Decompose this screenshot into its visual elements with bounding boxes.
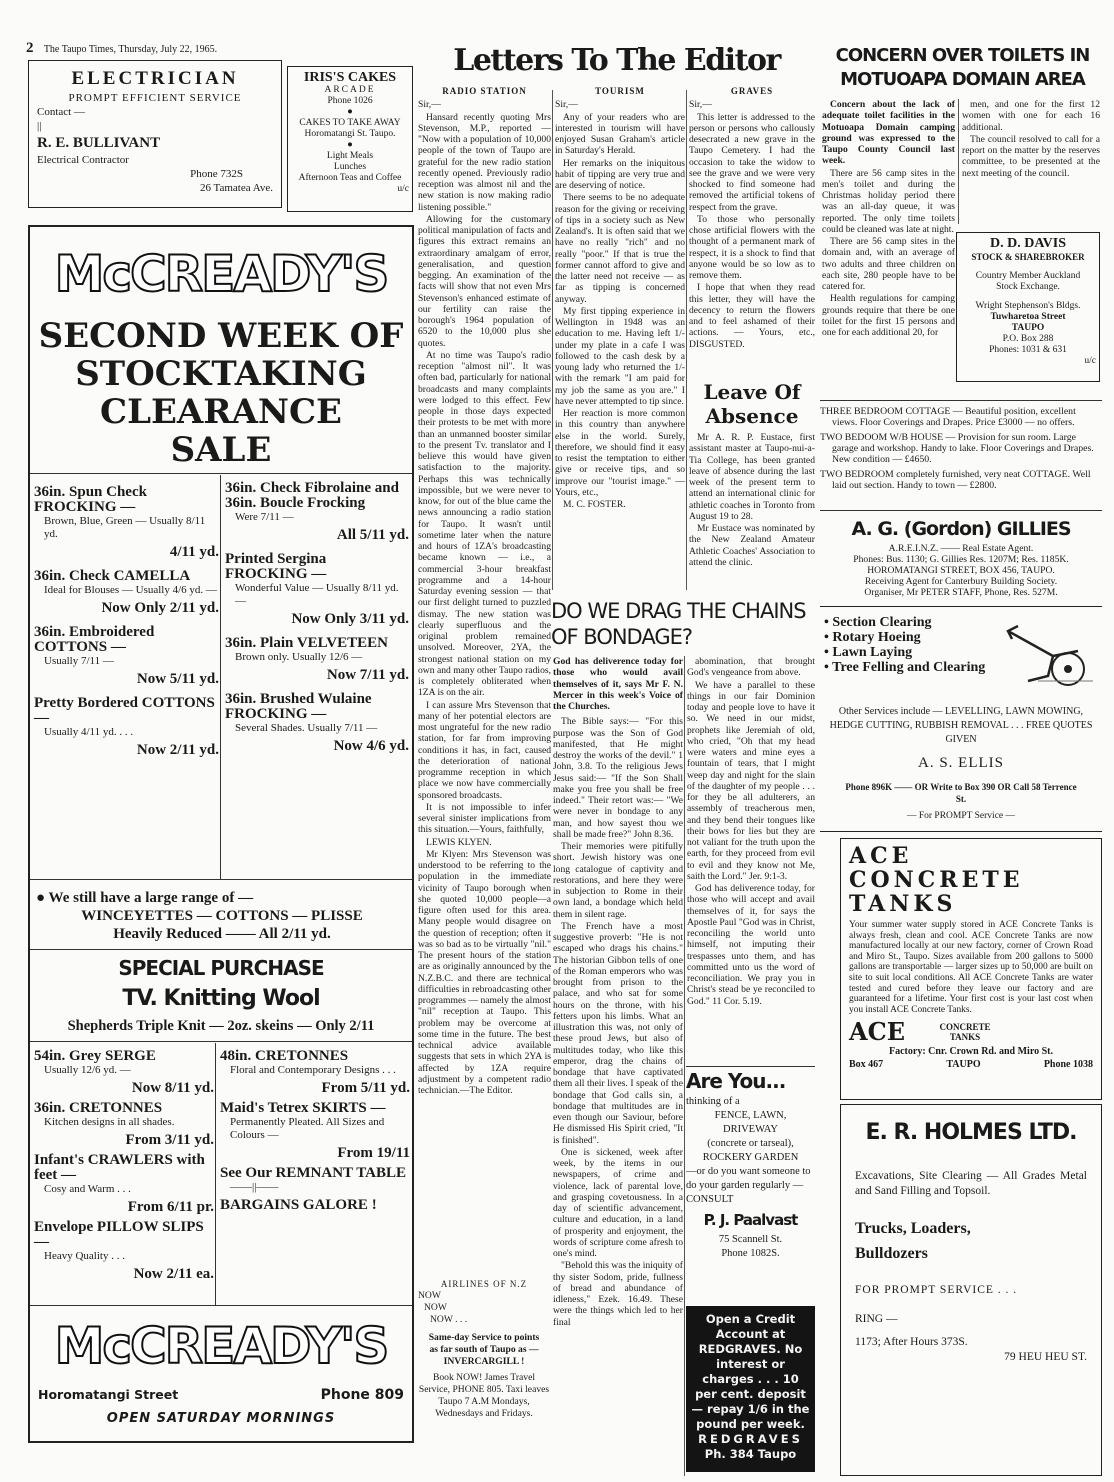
item-name: 48in. CRETONNES	[220, 1048, 349, 1064]
item-description: Brown only. Usually 12/6 —	[235, 651, 363, 663]
masthead	[26, 40, 326, 56]
line: Wright Stephenson's Bldgs.	[975, 301, 1081, 311]
sale-item	[220, 1049, 410, 1097]
letter-heading: TOURISM	[595, 86, 645, 96]
paragraph: It is not impossible to infer several sinister implications from this situation.—Yours, faithfully,	[418, 801, 551, 836]
line: RING —	[855, 1313, 898, 1325]
paragraph: Hansard recently quoting Mrs Stevenson, M.P., reported — "Now with a population of 10,000 people of the town of Taupo are grateful for the new radio station recently opened. Previously radio reception was almost nil and the new station is now making radio listening possible."	[418, 111, 551, 213]
business-name: E. R. HOLMES LTD.	[865, 1120, 1077, 1145]
divider	[30, 879, 412, 880]
item-description: Were 7/11 —	[235, 511, 294, 523]
street: Horomatangi Street	[38, 1387, 179, 1402]
item-price: Now 7/11 yd.	[326, 667, 409, 683]
ace-logo: ACE	[849, 1017, 906, 1047]
item-price: 4/11 yd.	[169, 544, 219, 560]
item-name: 54in. Grey SERGE	[34, 1048, 156, 1064]
item-price: All 5/11 yd.	[336, 527, 409, 543]
paragraph: I can assure Mrs Stevenson that many of her potential electors are most ungrateful for the new radio station, for far from improving conditions it has, in fact, caused the deterioration of national programme reception in which place we now have commercially sponsored broadcasts.	[418, 699, 551, 801]
sale-item	[34, 1153, 214, 1216]
item-name: 36in. CRETONNES	[34, 1100, 163, 1116]
heading-line: CLEARANCE	[100, 392, 342, 432]
divider	[30, 1041, 412, 1042]
ad-text: Open a Credit Account at REDGRAVES. No interest or charges . . . 10 per cent. deposit — repay 1/6 in the pound per week.	[691, 1312, 810, 1431]
role: STOCK & SHAREBROKER	[971, 252, 1085, 262]
letter-graves	[689, 84, 815, 377]
ad-body: Your summer water supply stored in ACE Concrete Tanks is always fresh, clean and cool. ACE Concrete Tanks are now manufactured locally at our new factory, corner of Crown Road and Miro St., Taupo. Sizes available from 200 gallons to 5000 gallons are transportable — larger sizes up to 50,000 are built on site to suit local conditions. All ACE Concrete Tanks are water tested and cured before they leave our factory and are guaranteed for a lifetime. Your first cost is your last cost when you install ACE Concrete Tanks.	[849, 920, 1093, 1015]
redgraves-ad	[686, 1306, 815, 1472]
contractor-name: R. E. BULLIVANT	[37, 135, 161, 151]
sale-items	[34, 1049, 214, 1287]
line: Book NOW! James Travel Service, PHONE 805. Taxi leaves Taupo 7 A.M Mondays, Wednesdays and Fridays.	[418, 1372, 550, 1419]
sale-item	[220, 1101, 410, 1162]
sale-item	[34, 569, 219, 617]
electrician-ad	[28, 60, 282, 208]
iris-cakes-ad	[287, 66, 413, 212]
paragraph: One is sickened, week after week, by the items in our newspapers, of crime and violence, lack of parental love, and grasping covetousness. In a day of scientific advancement, culture and education, in a land of prosperity and enjoyment, the words of scripture come afresh to one's mind.	[553, 1146, 683, 1259]
column-rule	[684, 656, 685, 1476]
leave-of-absence	[689, 380, 815, 592]
bullet: ●	[347, 107, 353, 117]
paragraph: This letter is addressed to the person or persons who callously desecrated a new grave in the Taupo Cemetery. I had the occasion to take the widow to see the grave and we were very shocked to find someone had removed the artificial tokens of respect from the grave.	[689, 111, 815, 213]
letter-heading: GRAVES	[730, 86, 774, 96]
paragraph: There are 56 camp sites in the domain and, with an average of two adults and three children on each site, 280 people have to be catered for.	[822, 236, 955, 292]
phone: 1173; After Hours 373S.	[855, 1336, 968, 1348]
sale-item	[34, 1220, 214, 1283]
holmes-ad	[840, 1104, 1102, 1476]
line: NOW	[424, 1302, 447, 1313]
paragraph: abomination, that brought God's vengeance from above.	[687, 656, 815, 679]
article-lead: Concern about the lack of adequate toilet facilities in the Motuoapa Domain camping ground was expressed to the Taupo County Council last week.	[822, 99, 955, 167]
item-price: From 6/11 pr.	[127, 1199, 214, 1215]
line: Afternoon Teas and Coffee	[298, 173, 402, 183]
item-description: Brown, Blue, Green — Usually 8/11 yd.	[44, 515, 206, 540]
line: Lunches	[333, 162, 367, 172]
letters-title: Letters To The Editor	[453, 43, 780, 78]
paragraph: We have a parallel to these things in our fair Dominion today and people love to have it so. We need in our midst, prophets like Jeremiah of old, who cried, "Oh that my head were waters and mine eyes a fountain of tears, that I might weep day and night for the slain of the daughter of my people . . . for they be all adulterers, an assembly of treacherous men, and they bend their tongues like their bows for lies but they are not valiant for the truth upon the earth, for they proceed from evil to evil and they know not Me, saith the Lord." Jer. 9:1-3.	[687, 679, 815, 882]
line: ● We still have a large range of —	[36, 890, 254, 906]
davis-ad	[956, 232, 1100, 382]
business-name: A. G. (Gordon) GILLIES	[851, 518, 1071, 540]
item-price: Now 4/6 yd.	[333, 738, 409, 754]
item-price: Now Only 2/11 yd.	[101, 600, 219, 616]
page-number: 2	[26, 40, 34, 56]
sale-item	[34, 696, 219, 759]
sale-items	[225, 481, 409, 763]
sale-item	[225, 552, 409, 628]
classified-listing: TWO BEDOOM W/B HOUSE — Provision for sun room. Large garage and workshop. Handy to lake. Floor Coverings and Drapes. New condition — £4650.	[820, 432, 1094, 465]
item-price: Now Only 3/11 yd.	[291, 611, 409, 627]
service-item	[824, 660, 994, 675]
gillies-ad	[820, 510, 1102, 604]
service-item	[824, 645, 994, 660]
uc: u/c	[397, 184, 409, 194]
business-name: D. D. DAVIS	[990, 236, 1066, 251]
line: Tuwharetoa Street	[990, 312, 1066, 322]
business-name: A. S. ELLIS	[918, 755, 1004, 771]
item-name: 36in. Check Fibrolaine and 36in. Boucle Frocking	[225, 480, 399, 511]
paragraph: men, and one for the first 12 women with one for each 16 additional.	[962, 99, 1100, 133]
item-name: 36in. Spun Check FROCKING —	[34, 484, 147, 515]
line: SPECIAL PURCHASE	[118, 956, 324, 980]
paragraph: Sir,—	[555, 99, 578, 111]
airlines-ad	[418, 1278, 550, 1475]
paragraph: M. C. FOSTER.	[563, 499, 626, 510]
classified-listing: TWO BEDROOM completely furnished, very neat COTTAGE. Well laid out section. Handy to town — £2800.	[820, 469, 1091, 491]
toilets-right-column	[958, 99, 1100, 224]
ad-title: Are You...	[686, 1069, 786, 1093]
line: FOR PROMPT SERVICE . . .	[855, 1284, 1018, 1296]
business-name: REDGRAVES	[698, 1432, 803, 1446]
article-title: Leave Of Absence	[703, 380, 801, 428]
sale-item	[34, 485, 219, 561]
ad-title: ELECTRICIAN	[71, 68, 239, 89]
mccready-logo: McCREADY'S	[54, 1317, 388, 1375]
letter-heading: RADIO STATION	[442, 86, 527, 96]
phone: Phone 809	[320, 1387, 404, 1403]
sale-heading	[30, 317, 412, 469]
sale-items	[34, 485, 219, 767]
divider	[220, 475, 221, 879]
paragraph: Their memories were pitifully short. Jewish history was one long catalogue of captivity and restorations, and here they were in subjection to Rome in their own land, a bondage which held them in silent rage.	[553, 841, 683, 920]
sale-item	[225, 692, 409, 755]
mccready-ad	[28, 225, 414, 1443]
phone: Phone 1026	[327, 96, 373, 106]
separator: ||	[37, 120, 42, 132]
services: Excavations, Site Clearing — All Grades Metal and Sand Filling and Topsoil.	[855, 1170, 1087, 1197]
bullet-icon: •	[824, 630, 833, 645]
heading-line: SALE	[170, 430, 272, 470]
phone: Ph. 384 Taupo	[704, 1447, 797, 1461]
paragraph: Her reaction is more common in this country than anywhere else in the world. Surely, therefore, we should find it easy to resist the temptation to either give or receive tips, and so improve our "tourist image." — Yours, etc.,	[555, 408, 685, 498]
paragraph: There seems to be no adequate reason for the giving or receiving of tips in a society such as New Zealand's. It is often said that we have no really "rich" and no really "poor." If that is true the former cannot afford to give and the latter need not receive — as far as tipping is concerned anyway.	[555, 192, 685, 305]
item-description: Floral and Contemporary Designs . . .	[230, 1064, 396, 1076]
line: —or do you want someone to do your garden regularly — CONSULT	[686, 1166, 811, 1205]
ellis-ad	[820, 606, 1102, 832]
line: Organiser, Mr PETER STAFF, Phone, Res. 527M.	[864, 587, 1058, 598]
item-price: From 5/11 yd.	[321, 1080, 410, 1096]
sale-item	[225, 636, 409, 684]
role: Electrical Contractor	[37, 154, 129, 166]
sale-item	[34, 625, 219, 688]
item-name: 36in. Brushed Wulaine FROCKING —	[225, 691, 372, 722]
item-description: ——||——	[230, 1181, 279, 1193]
paragraph: God has deliverence today, for those who will accept and avail themselves of it, for says the Apostle Paul "God was in Christ, reconciling the world unto himself, not imputing their trespasses unto them, and has committed unto us the word of reconciliation. We pray you in Christ's stead be ye reconciled to God." 11 Cor. 5.19.	[687, 883, 815, 1007]
paragraph: To those who personally chose artificial flowers with the thought of a permanent mark of respect, it is a shock to find that anyone would be so low as to remove them.	[689, 213, 815, 281]
phone: Phone 1082S.	[721, 1248, 780, 1259]
line: Phones: Bus. 1130; G. Gillies Res. 1207M; Res. 1185K.	[853, 554, 1069, 565]
ace-title	[849, 844, 1093, 916]
item-description: Permanently Pleated. All Sizes and Colours —	[230, 1116, 385, 1141]
item-name: 36in. Plain VELVETEEN	[225, 635, 388, 651]
line: (concrete or tarseal),	[707, 1138, 794, 1149]
divider	[30, 949, 412, 950]
mccready-logo: McCREADY'S	[54, 245, 388, 303]
line: ROCKERY GARDEN	[702, 1152, 799, 1163]
paragraph: Health regulations for camping grounds require that there be one toilet for the first 15 persons and one for each additional 20, for	[822, 293, 955, 338]
line: thinking of a	[686, 1096, 740, 1107]
column-rule	[552, 90, 553, 590]
item-price: From 19/11	[337, 1145, 410, 1161]
line: Bulldozers	[855, 1245, 928, 1262]
other-services: Other Services include — LEVELLING, LAWN MOWING, HEDGE CUTTING, RUBBISH REMOVAL . . . FREE QUOTES GIVEN	[829, 706, 1093, 745]
ad-title: IRIS'S CAKES	[303, 70, 397, 85]
line: WINCEYETTES — COTTONS — PLISSE	[81, 908, 363, 924]
paragraph: Sir,—	[689, 99, 712, 111]
bullet-icon: •	[824, 660, 833, 675]
chains-left-column	[553, 656, 683, 1476]
line: CAKES TO TAKE AWAY	[299, 118, 401, 128]
line: Trucks, Loaders,	[855, 1220, 971, 1237]
item-price: Now 2/11 yd.	[136, 742, 219, 758]
item-name: Envelope PILLOW SLIPS —	[34, 1219, 204, 1250]
contact-label: Contact —	[37, 106, 85, 118]
item-description: Usually 7/11 —	[44, 655, 114, 667]
business-name: P. J. Paalvast	[703, 1211, 798, 1229]
paragraph: At no time was Taupo's radio reception "almost nil". It was often bad, particularly for national broadcasts and many complaints were lodged to this effect. Few people in those days expected their protests to be met with more than an unmanned booster similar to the present Tv. translator and I believe this would have given satisfaction to the majority. Perhaps this was technically impossible, but we were never to know, for out of the blue came the news announcing a radio station for Taupo. It wasn't until sometime later when the nature and hours of 1ZA's broadcasting became known — i.e., a commercial 3-hour breakfast programme and a 14-hour Saturday evening session — that our first delight turned to puzzled dismay. The new station was clearly superfluous and the original problem remained unsolved. Moreover, 2YA, the strongest national station on my own and many other Taupo radios, is completely obliterated when 1ZA is on the air.	[418, 349, 551, 699]
line: Phones: 1031 & 631	[989, 345, 1067, 355]
toilets-left-column	[822, 99, 955, 389]
paalvast-ad	[686, 1066, 815, 1300]
service-label: Rotary Hoeing	[832, 630, 921, 645]
item-price: Now 2/11 ea.	[133, 1266, 214, 1282]
sale-item	[220, 1166, 410, 1194]
line: P.O. Box 288	[1002, 334, 1054, 344]
factory: Factory: Cnr. Crown Rd. and Miro St.	[889, 1046, 1053, 1058]
address: 26 Tamatea Ave.	[199, 182, 273, 194]
ace-logo-sub: CONCRETE TANKS	[939, 1021, 991, 1043]
address: 79 HEU HEU ST.	[1004, 1351, 1087, 1363]
ad-subtitle: ARCADE	[324, 85, 376, 95]
divider	[215, 1043, 216, 1305]
masthead-title: The Taupo Times, Thursday, July 22, 1965.	[43, 44, 218, 55]
service-label: Lawn Laying	[832, 645, 913, 660]
classifieds	[820, 400, 1102, 508]
line: Shepherds Triple Knit — 2oz. skeins — Only 2/11	[67, 1018, 375, 1034]
item-description: Several Shades. Usually 7/11 —	[235, 722, 378, 734]
sale-item	[225, 481, 409, 544]
paragraph: The council resolved to call for a report on the matter by the reserves committee, to be presented at the next meeting of the council.	[962, 133, 1100, 179]
item-price: Now 5/11 yd.	[136, 671, 219, 687]
line: AIRLINES OF N.Z	[440, 1279, 528, 1289]
contact: Phone 896K —— OR Write to Box 390 OR Call 58 Terrence St.	[845, 782, 1077, 804]
paragraph: Sir,—	[418, 99, 441, 111]
item-price: Now 8/11 yd.	[131, 1080, 214, 1096]
heading-line: SECOND WEEK OF	[38, 316, 404, 356]
item-name: Infant's CRAWLERS with feet —	[34, 1152, 205, 1183]
line: INVERCARGILL !	[443, 1356, 525, 1367]
paragraph: "Behold this was the iniquity of thy sister Sodom, pride, fullness of bread and abundance of idleness," Ezek. 16.49. These were the things which led to her final	[553, 1260, 683, 1328]
item-description: Cosy and Warm . . .	[44, 1183, 131, 1195]
sale-item	[34, 1049, 214, 1097]
line: Receiving Agent for Canterbury Building Society.	[864, 576, 1058, 587]
divider	[30, 473, 412, 474]
line: TAUPO	[1011, 323, 1045, 333]
line: FENCE, LAWN, DRIVEWAY	[714, 1110, 787, 1135]
ace-ad	[840, 838, 1102, 1100]
paragraph: The French have a most suggestive proverb: "He is not escaped who drags his chains." The historian Gibbon tells of one of the Roman emperors who was brought from prison to the palace, and who sat for some hours on the throne, with his fetters upon his limbs. What an illustration this was, not only of these proud Jews, but also of multitudes today, who like this emperor, drag the chains of bondage that have captivated them all their lives. I speak of the bondage that God calls sin, a bondage that multitudes are in even though our Saviour, before He dismissed His Spirit cried, "It is finished".	[553, 920, 683, 1146]
town: TAUPO	[946, 1059, 981, 1071]
title-line: ACE	[849, 843, 913, 869]
line: Light Meals	[326, 151, 374, 161]
sale-items	[220, 1049, 410, 1217]
title-line: TANKS	[849, 891, 957, 917]
item-name: BARGAINS GALORE !	[220, 1197, 377, 1213]
service-label: Tree Felling and Clearing	[832, 660, 986, 675]
range-notice	[36, 889, 408, 943]
item-price: From 3/11 yd.	[125, 1132, 214, 1148]
paragraph: Any of your readers who are interested in tourism will have enjoyed Susan Graham's article in Saturday's Herald.	[555, 111, 685, 157]
item-description: Heavy Quality . . .	[44, 1250, 125, 1262]
paragraph: The Bible says:— "For this purpose was the Son of God manifested, that He might destroy the works of the devil." 1 John, 3.8. To the religious Jews Jesus said:— "If the Son Shall make you free you shall be free indeed." Their retort was:— "We were never in bondage to any man, and how sayest thou we shall be made free?" John 8.36.	[553, 716, 683, 840]
item-name: Maid's Tetrex SKIRTS —	[220, 1100, 386, 1116]
item-description: Usually 4/11 yd. . . .	[44, 726, 134, 738]
letter-radio-station	[418, 84, 551, 1267]
paragraph: There are 56 camp sites in the men's toilet and during the Christmas holiday period there was an all-day queue, it was reported. The only time toilets could be cleaned was late at night.	[822, 167, 955, 235]
item-name: 36in. Check CAMELLA	[34, 568, 191, 584]
paragraph: Mr Eustace was nominated by the New Zealand Amateur Athletic Coaches' Association to attend the clinic.	[689, 523, 815, 568]
service-item	[824, 615, 994, 630]
toilets-title: CONCERN OVER TOILETS IN MOTUOAPA DOMAIN AREA	[835, 45, 1090, 90]
item-name: See Our REMNANT TABLE	[220, 1165, 406, 1181]
line: TV. Knitting Wool	[122, 986, 320, 1011]
special-purchase	[30, 953, 412, 1037]
title-line: CONCRETE	[849, 867, 1024, 893]
line: NOW . . .	[430, 1314, 468, 1325]
bullet-icon: •	[824, 645, 833, 660]
prompt-service: — For PROMPT Service —	[906, 811, 1016, 821]
uc: u/c	[1084, 356, 1096, 366]
item-description: Ideal for Blouses — Usually 4/6 yd. —	[44, 584, 217, 596]
line: Heavily Reduced —— All 2/11 yd.	[113, 926, 331, 942]
line: A.R.E.I.N.Z. —— Real Estate Agent.	[888, 543, 1034, 554]
service-item	[824, 630, 994, 645]
chains-right-column	[687, 656, 815, 1062]
box: Box 467	[849, 1059, 884, 1071]
line: NOW	[418, 1290, 441, 1301]
paragraph: Allowing for the customary political manipulation of facts and figures this extract remains an extraordinary amalgam of error, generalisation, and question begging. An examination of the facts will show that not even Mrs Stevenson's enhanced estimate of our fertility can raise the borough's 1964 population of 6520 to the 10,000 plus she quotes.	[418, 213, 551, 349]
divider	[30, 1305, 412, 1306]
item-name: 36in. Embroidered COTTONS —	[34, 624, 155, 655]
line: Same-day Service to points as far south of Taupo as —	[428, 1332, 540, 1355]
service-label: Section Clearing	[832, 615, 932, 630]
line: HOROMATANGI STREET, BOX 456, TAUPO.	[867, 565, 1055, 576]
phone: Phone 1038	[1043, 1059, 1093, 1071]
paragraph: LEWIS KLYEN.	[426, 836, 492, 848]
item-name: Pretty Bordered COTTONS —	[34, 695, 215, 726]
rotary-hoe-illustration	[998, 611, 1098, 691]
article-intro: God has deliverence today for those who would avail themselves of it, says Mr F. N. Mercer in this week's Voice of the Churches.	[553, 656, 683, 712]
paragraph: I hope that when they read this letter, they will have the decency to return the flowers and to feel ashamed of their actions. — Yours, etc., DISGUSTED.	[689, 282, 815, 350]
letter-tourism	[555, 84, 685, 592]
classified-listing: THREE BEDROOM COTTAGE — Beautiful position, excellent views. Floor Coverings and Drapes. Price £3000 — no offers.	[820, 406, 1076, 428]
column-rule	[686, 90, 687, 590]
hours: OPEN SATURDAY MORNINGS	[106, 1411, 336, 1426]
heading-line: STOCKTAKING	[75, 354, 367, 394]
line: Horomatangi St. Taupo.	[304, 129, 396, 139]
item-description: Wonderful Value — Usually 8/11 yd. —	[235, 582, 399, 607]
address: 75 Scannell St.	[718, 1234, 783, 1245]
paragraph: Mr Klyen: Mrs Stevenson was understood to be referring to the population in the immediate vicinity of Taupo borough when she quoted 10,000 people—a figure often used for this area. Many people would disagree on the question of reception; often it was so bad as to be virtually "nil." The present hours of the station are as originally announced by the N.Z.B.C. and there are technical difficulties in rebroadcasting other programmes — namely the almost "nil" reception at Taupo. This problem may be overcome at some time in the future. The best technical advice available suggests that sets in which 2YA is affected by 1ZA require adjustment by a competent radio technician.—The Editor.	[418, 848, 551, 1096]
bullet: ●	[347, 140, 353, 150]
chains-title: DO WE DRAG THE CHAINS OF BONDAGE?	[551, 599, 806, 649]
tagline: PROMPT EFFICIENT SERVICE	[68, 92, 242, 104]
bullet-icon: •	[824, 615, 833, 630]
item-description: Kitchen designs in all shades.	[44, 1116, 175, 1128]
sale-item	[34, 1101, 214, 1149]
paragraph: My first tipping experience in Wellington in 1948 was an education to me. Having left 1/- under my plate in a cafe I was followed to the cash desk by a young lady who returned the 1/- with the remark "I am paid for my job the same as you are." I have never attempted to tip since.	[555, 305, 685, 407]
sale-item	[220, 1198, 410, 1213]
phone: Phone 732S	[190, 168, 243, 180]
item-name: Printed Sergina FROCKING —	[225, 551, 327, 582]
item-description: Usually 12/6 yd. —	[44, 1064, 131, 1076]
paragraph: Her remarks on the iniquitous habit of tipping are very true and are deserving of notice.	[555, 157, 685, 191]
paragraph: Mr A. R. P. Eustace, first assistant master at Taupo-nui-a-Tia College, has been granted leave of absence during the last week of the present term to attend an international clinic for athletic coaches in Toronto from August 19 to 28.	[689, 432, 815, 522]
line: Country Member Auckland Stock Exchange.	[975, 271, 1081, 292]
